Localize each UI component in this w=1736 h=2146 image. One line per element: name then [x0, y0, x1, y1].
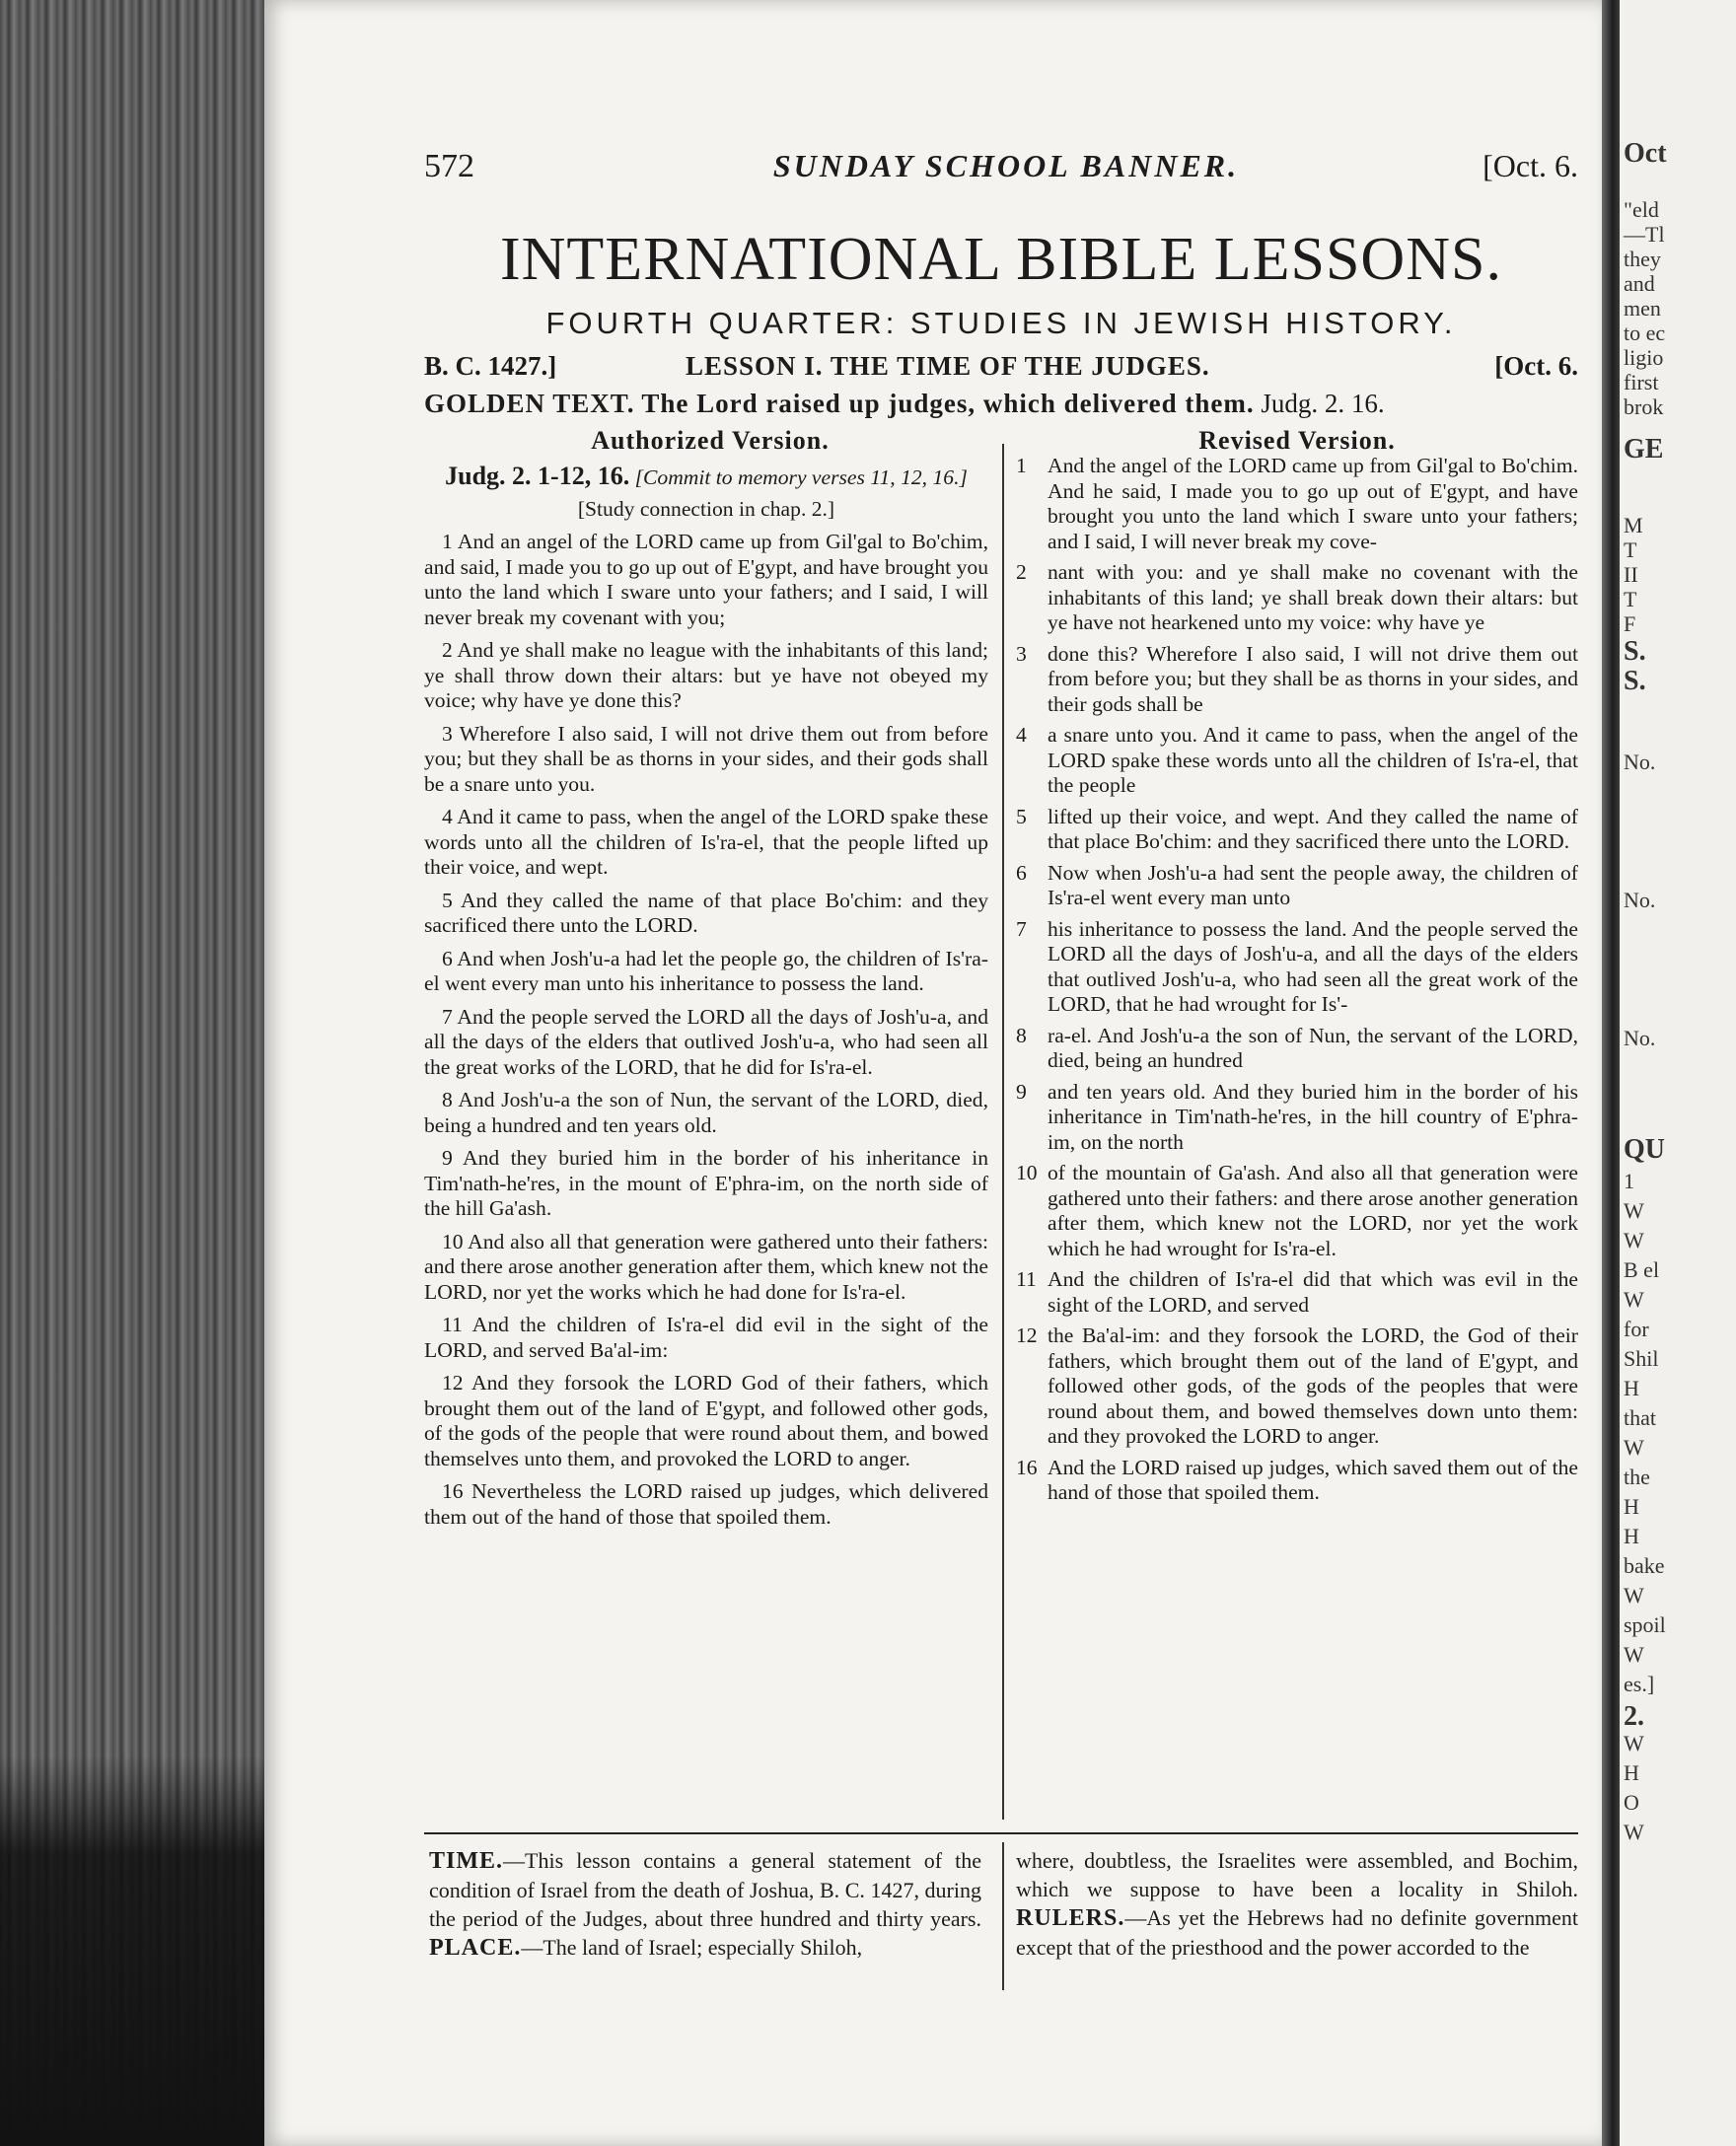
water-stain: [0, 1755, 264, 2146]
rv-verse-number: 12: [1016, 1323, 1038, 1347]
time-label: TIME.: [429, 1848, 504, 1874]
rulers-text: —As yet the Hebrews had no definite government except that of the priesthood and the power accorded to the: [1016, 1905, 1578, 1960]
rv-verse-text: nant with you: and ye shall make no covenant with the inhabitants of this land; ye shall break down their altars: but ye have not hearkened unto my voice: why have ye: [1048, 560, 1578, 634]
rv-verse: [1016, 805, 1578, 855]
facing-page-fragment: the: [1624, 1465, 1650, 1489]
facing-page-fragment: spoil: [1624, 1612, 1666, 1637]
facing-page-fragment: H: [1624, 1760, 1639, 1785]
facing-page-fragment: "eld: [1624, 197, 1659, 222]
rv-verse: [1016, 1267, 1578, 1318]
lesson-title: LESSON I. THE TIME OF THE JUDGES.: [686, 351, 1210, 381]
notes-right: [1016, 1846, 1578, 1962]
place-label: PLACE.: [429, 1935, 522, 1961]
facing-page-fragment: ligio: [1624, 345, 1664, 370]
facing-page-fragment: H: [1624, 1376, 1639, 1400]
facing-page-fragment: brok: [1624, 394, 1664, 419]
rv-verse-text: lifted up their voice, and wept. And they called the name of that place Bo'chim: and they sacrificed there unto the LORD.: [1048, 804, 1578, 853]
rv-verse-number: 4: [1016, 723, 1027, 747]
running-head: [424, 148, 1578, 197]
av-verse: 1 And an angel of the LORD came up from Gil'gal to Bo'chim, and said, I made you to go up out of E'gypt, and have brought you unto the land which I sware unto your fathers; and I said, I will never break my covenant with you;: [424, 530, 988, 629]
av-verse: 2 And ye shall make no league with the inhabitants of this land; ye shall throw down their altars: but ye have not obeyed my voice; why have ye done this?: [424, 638, 988, 712]
facing-page-fragment: to ec: [1624, 321, 1666, 345]
facing-page-fragment: Oct: [1624, 138, 1667, 169]
rv-verse-text: Now when Josh'u-a had sent the people away, the children of Is'ra-el went every man unto: [1048, 860, 1578, 909]
facing-page-fragment: W: [1624, 1228, 1644, 1252]
rv-verse: [1016, 642, 1578, 718]
authorized-verses: [424, 530, 988, 1530]
facing-page-fragment: first: [1624, 370, 1659, 394]
facing-page-fragment: S.: [1624, 666, 1646, 696]
page-number: 572: [424, 148, 474, 184]
facing-page-fragment: M: [1624, 513, 1643, 537]
facing-page-fragment: No.: [1624, 750, 1656, 774]
rv-verse: [1016, 1323, 1578, 1450]
facing-page-fragment: W: [1624, 1820, 1644, 1844]
facing-page-edge: [1620, 0, 1736, 2146]
quarter-subtitle: FOURTH QUARTER: STUDIES IN JEWISH HISTORY.: [545, 306, 1457, 340]
facing-page-fragment: for: [1624, 1317, 1649, 1341]
facing-page-fragment: W: [1624, 1731, 1644, 1755]
facing-page-fragment: II: [1624, 562, 1638, 587]
facing-page-fragment: 2.: [1624, 1701, 1644, 1732]
facing-page-fragment: GE: [1624, 434, 1664, 465]
time-text: —This lesson contains a general statement of the condition of Israel from the death of Joshua, B. C. 1427, during the period of the Judges, about three hundred and thirty years.: [429, 1848, 981, 1931]
av-verse: 3 Wherefore I also said, I will not drive them out from before you; but they shall be as thorns in your sides, and their gods shall be a snare unto you.: [424, 721, 988, 796]
rv-verse-number: 9: [1016, 1079, 1027, 1104]
golden-text-body: The Lord raised up judges, which delivered them.: [641, 389, 1255, 418]
golden-text-ref: Judg. 2. 16.: [1261, 389, 1385, 418]
bottom-rule: [424, 1832, 1578, 1834]
facing-page-fragment: W: [1624, 1642, 1644, 1667]
place-text: —The land of Israel; especially Shiloh,: [521, 1935, 863, 1960]
facing-page-fragment: B el: [1624, 1257, 1660, 1282]
rv-verse: [1016, 1080, 1578, 1156]
running-head-date: [Oct. 6.: [1483, 148, 1578, 183]
facing-page-fragment: O: [1624, 1790, 1639, 1815]
facing-page-fragment: No.: [1624, 1026, 1656, 1050]
rv-verse-number: 8: [1016, 1023, 1027, 1047]
rv-verse-text: done this? Wherefore I also said, I will not drive them out from before you; but they shall be as thorns in your sides, and their gods shall be: [1048, 641, 1578, 716]
rv-verse-text: And the LORD raised up judges, which saved them out of the hand of those that spoiled them.: [1048, 1455, 1578, 1504]
study-note: [Study connection in chap. 2.]: [577, 496, 835, 521]
notes-left: [429, 1846, 981, 1963]
place-text-cont: where, doubtless, the Israelites were assembled, and Bochim, which we suppose to have been a locality in Shiloh.: [1016, 1848, 1578, 1901]
journal-title: SUNDAY SCHOOL BANNER.: [772, 148, 1240, 183]
facing-page-fragment: T: [1624, 537, 1637, 562]
rulers-label: RULERS.: [1016, 1905, 1125, 1931]
rv-verse-text: the Ba'al-im: and they forsook the LORD, the God of their fathers, which brought them out of the land of E'gypt, and followed other gods, of the gods of the peoples that were round about them, and bowed themselves down unto them: and they provoked the LORD to anger.: [1048, 1323, 1578, 1448]
facing-page-fragment: No.: [1624, 888, 1656, 912]
rv-verse-number: 6: [1016, 860, 1027, 885]
av-verse: 10 And also all that generation were gathered unto their fathers: and there arose another generation after them, which knew not the LORD, nor yet the works which he had done for Is'ra-el.: [424, 1229, 988, 1304]
page-title: INTERNATIONAL BIBLE LESSONS.: [500, 226, 1502, 293]
facing-page-fragment: QU: [1624, 1134, 1665, 1165]
av-verse: 4 And it came to pass, when the angel of the LORD spake these words unto all the children of Is'ra-el, that the people lifted up their voice, and wept.: [424, 805, 988, 879]
lesson-bc: B. C. 1427.]: [424, 351, 557, 381]
rv-verse-number: 10: [1016, 1161, 1038, 1184]
revised-column: [1016, 454, 1578, 1512]
rv-verse-number: 3: [1016, 641, 1027, 666]
rv-verse: [1016, 1024, 1578, 1074]
facing-page-fragment: men: [1624, 296, 1661, 321]
rv-verse: [1016, 454, 1578, 554]
facing-page-fragment: they: [1624, 247, 1661, 271]
scripture-ref: Judg. 2. 1-12, 16.: [445, 462, 630, 490]
av-verse: 16 Nevertheless the LORD raised up judges, which delivered them out of the hand of those that spoiled them.: [424, 1479, 988, 1529]
facing-page-fragment: Shil: [1624, 1346, 1659, 1371]
rv-verse-text: and ten years old. And they buried him in the border of his inheritance in Tim'nath-he'res, in the hill country of E'phra-im, on the north: [1048, 1079, 1578, 1154]
notes-divider: [1002, 1842, 1004, 1990]
facing-page-fragment: es.]: [1624, 1672, 1655, 1696]
av-verse: 8 And Josh'u-a the son of Nun, the servant of the LORD, died, being a hundred and ten years old.: [424, 1088, 988, 1137]
lesson-line: [424, 351, 1578, 391]
rv-verse-text: ra-el. And Josh'u-a the son of Nun, the servant of the LORD, died, being an hundred: [1048, 1023, 1578, 1072]
rv-verse: [1016, 861, 1578, 911]
facing-page-fragment: W: [1624, 1198, 1644, 1223]
rv-verse: [1016, 917, 1578, 1018]
rv-verse-number: 1: [1016, 454, 1027, 477]
rv-verse-text: And the children of Is'ra-el did that which was evil in the sight of the LORD, and served: [1048, 1267, 1578, 1317]
lesson-date: [Oct. 6.: [1494, 351, 1578, 381]
av-verse: 7 And the people served the LORD all the days of Josh'u-a, and all the days of the elders that outlived Josh'u-a, who had seen all the great works of the LORD, that he did for Is'ra-el.: [424, 1004, 988, 1079]
facing-page-fragment: that: [1624, 1405, 1656, 1430]
golden-text: [424, 389, 1578, 419]
facing-page-fragment: T: [1624, 587, 1637, 611]
rv-verse-text: And the angel of the LORD came up from Gil'gal to Bo'chim. And he said, I made you to go up out of E'gypt, and have brought you unto the land which I sware unto your fathers; and I said, I will never break my cove-: [1048, 454, 1578, 553]
facing-page-fragment: F: [1624, 611, 1636, 636]
facing-page-fragment: W: [1624, 1435, 1644, 1460]
facing-page-fragment: H: [1624, 1524, 1639, 1548]
authorized-column: [424, 464, 988, 1530]
rv-verse-number: 2: [1016, 560, 1027, 584]
rv-verse-text: a snare unto you. And it came to pass, when the angel of the LORD spake these words unto all the children of Is'ra-el, that the people: [1048, 723, 1578, 797]
rv-verse-text: of the mountain of Ga'ash. And also all that generation were gathered unto their fathers: and there arose another generation after them, which knew not the LORD, nor yet the work which he had wrought for Is'ra-el.: [1048, 1161, 1578, 1260]
facing-page-fragment: bake: [1624, 1553, 1665, 1578]
scripture-reference: [424, 464, 988, 491]
rv-verse: [1016, 560, 1578, 636]
memory-note: [Commit to memory verses 11, 12, 16.]: [634, 465, 968, 489]
gutter: [1602, 0, 1620, 2146]
column-divider: [1002, 444, 1004, 1820]
rv-verse-number: 11: [1016, 1267, 1037, 1291]
facing-page-fragment: 1: [1624, 1169, 1634, 1193]
facing-page-fragment: W: [1624, 1583, 1644, 1608]
rv-verse-number: 5: [1016, 804, 1027, 828]
av-verse: 5 And they called the name of that place Bo'chim: and they sacrificed there unto the LORD.: [424, 888, 988, 937]
rv-verse: [1016, 723, 1578, 799]
facing-page-fragment: S.: [1624, 636, 1646, 667]
facing-page-fragment: H: [1624, 1494, 1639, 1519]
av-verse: 11 And the children of Is'ra-el did evil in the sight of the LORD, and served Ba'al-im:: [424, 1313, 988, 1362]
facing-page-fragment: and: [1624, 271, 1655, 296]
rv-verse: [1016, 1161, 1578, 1261]
av-verse: 9 And they buried him in the border of his inheritance in Tim'nath-he'res, in the mount of E'phra-im, on the north side of the hill Ga'ash.: [424, 1146, 988, 1220]
rv-verse: [1016, 1456, 1578, 1506]
facing-page-fragment: W: [1624, 1287, 1644, 1312]
rv-verse-text: his inheritance to possess the land. And the people served the LORD all the days of Josh'u-a, and all the days of the elders that outlived Josh'u-a, who had seen all the great work of the LORD, that he had wrought for Is'-: [1048, 916, 1578, 1016]
authorized-heading: Authorized Version.: [591, 426, 830, 455]
av-verse: 6 And when Josh'u-a had let the people go, the children of Is'ra-el went every man unto his inheritance to possess the land.: [424, 946, 988, 995]
rv-verse-number: 16: [1016, 1455, 1038, 1479]
rv-verse-number: 7: [1016, 916, 1027, 941]
revised-heading: Revised Version.: [1198, 426, 1396, 455]
golden-text-label: GOLDEN TEXT.: [424, 389, 635, 418]
facing-page-fragment: —Tl: [1624, 222, 1665, 247]
av-verse: 12 And they forsook the LORD God of their fathers, which brought them out of the land of E'gypt, and followed other gods, of the gods of the people that were round about them, and bowed themselves unto them, and provoked the LORD to anger.: [424, 1371, 988, 1470]
